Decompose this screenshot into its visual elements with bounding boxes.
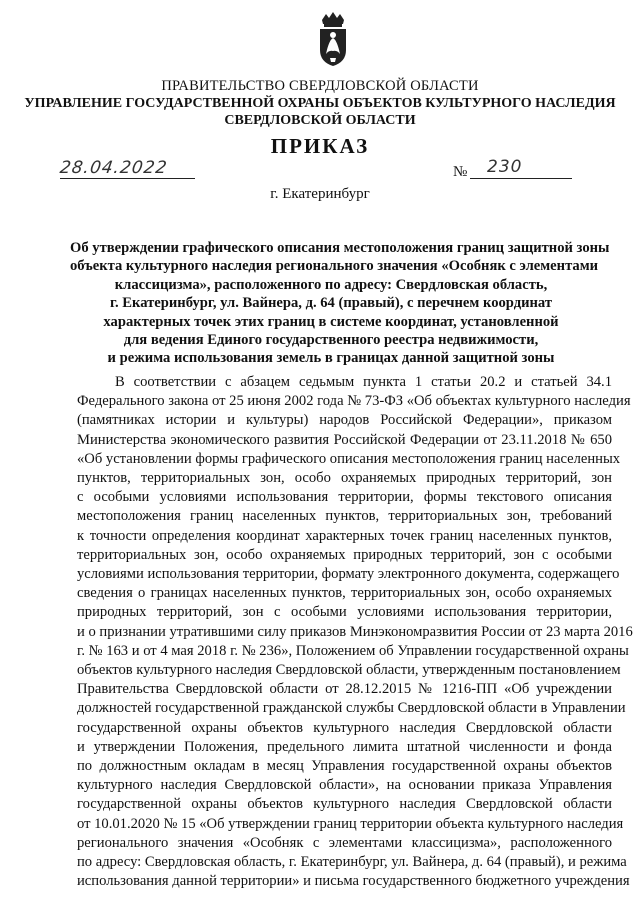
body-text-line: объектов культурного наследия Свердловской области, утвержденным постановлением (77, 662, 621, 679)
order-body-text (77, 373, 633, 891)
order-date-text: 28.04.2022 (58, 158, 169, 178)
department-line: СВЕРДЛОВСКОЙ ОБЛАСТИ (224, 113, 416, 128)
order-number-handwritten: 230 (487, 157, 523, 177)
body-text-line: и утверждении Положения, предельного лимита штатной численности и фонда (77, 738, 612, 755)
body-text-line: и о признании утратившими силу приказов Минэкономразвития России от 23 марта 2016 (77, 623, 633, 640)
body-text-line: В соответствии с абзацем седьмым пункта 1 статьи 20.2 и статьей 34.1 (115, 374, 612, 390)
body-text-line: к точности определения координат характерных точек границ населенных пунктов, (77, 527, 612, 544)
heading-line: характерных точек этих границ в системе координат, установленной (103, 313, 559, 330)
body-text-line: природных территорий, зон с особыми условиями использования территории, (77, 604, 612, 621)
heading-line: Об утверждении графического описания местоположения границ защитной зоны (70, 240, 610, 256)
department-line: УПРАВЛЕНИЕ ГОСУДАРСТВЕННОЙ ОХРАНЫ ОБЪЕКТОВ КУЛЬТУРНОГО НАСЛЕДИЯ (24, 96, 616, 111)
body-text-line: государственной охраны объектов культурного наследия Свердловской области (77, 796, 612, 813)
government-name: ПРАВИТЕЛЬСТВО СВЕРДЛОВСКОЙ ОБЛАСТИ (161, 78, 479, 94)
body-text-line: сведения о границах населенных пунктов, территориальных зон, особо охраняемых (77, 585, 612, 602)
body-text-line: должностей государственной гражданской службы Свердловской области в Управлении (77, 700, 626, 717)
heading-line: г. Екатеринбург, ул. Вайнера, д. 64 (правый), с перечнем координат (110, 295, 552, 312)
body-text-line: местоположения границ населенных пунктов, территориальных зон, требований (77, 508, 612, 525)
body-text-line: регионального значения «Особняк с элементами классицизма», расположенного (77, 834, 612, 851)
body-text-line: г. № 163 и от 4 мая 2018 г. № 236», Положением об Управлении государственной охраны (77, 642, 629, 659)
city-line: г. Екатеринбург (270, 186, 370, 202)
body-text-line: культурного наследия Свердловской области», на основании приказа Управления (77, 777, 612, 794)
body-text-line: условиями использования территории, формату электронного документа, содержащего (77, 566, 620, 583)
body-text-line: Федерального закона от 25 июня 2002 года № 73-ФЗ «Об объектах культурного наследия (77, 393, 631, 410)
body-text-line: (памятниках истории и культуры) народов Российской Федерации», приказом (77, 412, 612, 429)
department-name (0, 95, 640, 129)
body-text-line: государственной охраны объектов культурного наследия Свердловской области (77, 719, 612, 736)
body-text-line: по должностным окладам в месяц Управления государственной охраны объектов (77, 758, 612, 775)
heading-line: для ведения Единого государственного реестра недвижимости, (123, 332, 539, 349)
order-date-handwritten (60, 158, 200, 180)
heading-line: объекта культурного наследия регионального значения «Особняк с элементами (70, 258, 599, 275)
body-text-line: Министерства экономического развития Российской Федерации от 23.11.2018 № 650 (77, 431, 612, 448)
document-type-title: ПРИКАЗ (270, 134, 370, 158)
body-text-line: по адресу: Свердловская область, г. Екатеринбург, ул. Вайнера, д. 64 (правый), и режима (77, 854, 627, 871)
order-number-label: № (453, 164, 468, 180)
heading-line: классицизма», расположенного по адресу: Свердловская область, (114, 276, 548, 293)
body-text-line: Правительства Свердловской области от 28.12.2015 № 1216-ПП «Об учреждении (77, 681, 612, 698)
body-text-line: пунктов, территориальных зон, особо охраняемых природных территорий, зон (77, 470, 612, 487)
body-text-line: территориальных зон, особо охраняемых природных территорий, зон с особыми (77, 546, 612, 563)
number-underline (470, 178, 572, 179)
heading-line: и режима использования земель в границах данной защитной зоны (107, 350, 555, 367)
body-text-line: с особыми условиями использования территории, формы текстового описания (77, 489, 612, 506)
body-text-line: использования данной территории» и письма государственного бюджетного учреждения (77, 873, 630, 890)
body-text-line: «Об установлении формы графического описания местоположения границ населенных (77, 450, 621, 467)
body-text-line: от 10.01.2020 № 15 «Об утверждении границ территории объекта культурного наследия (77, 815, 624, 832)
date-underline (60, 178, 195, 179)
order-heading (70, 239, 610, 368)
coat-of-arms-icon (316, 10, 350, 68)
